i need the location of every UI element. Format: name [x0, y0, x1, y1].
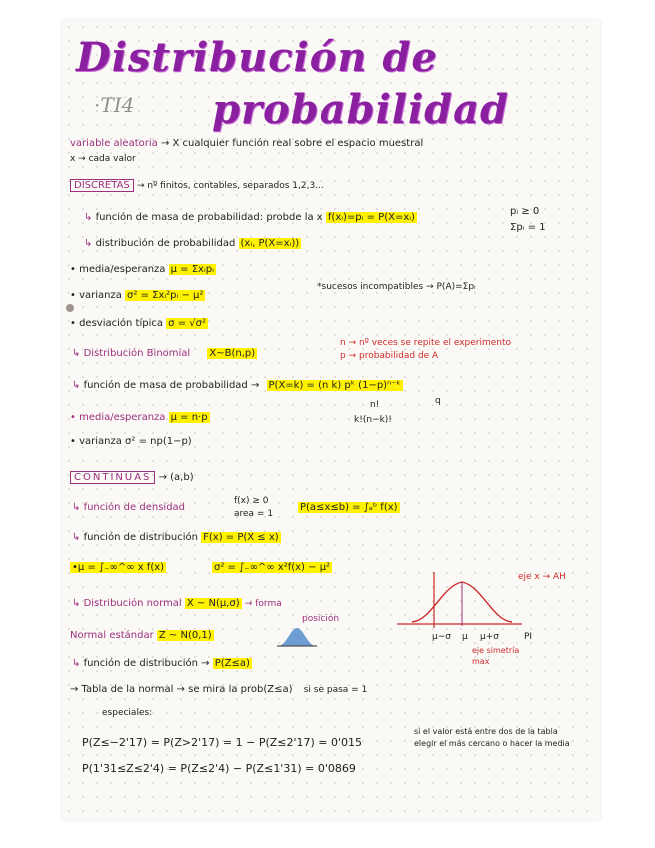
- varianza-line: [70, 290, 205, 301]
- continuous-variance-formula: σ² = ∫₋∞^∞ x²f(x) − μ²: [214, 562, 331, 573]
- axis-label-pi: PI: [524, 632, 533, 642]
- fdist-formula: P(Z≤a): [214, 658, 250, 669]
- discretas-heading-line: [70, 180, 324, 191]
- distrib-line: ↳ función de distribución F(x) = P(X ≤ x): [72, 532, 279, 543]
- media2-line: [70, 412, 210, 423]
- continuous-mean-formula: •μ = ∫₋∞^∞ x f(x): [72, 562, 165, 573]
- fdist-label: función de distribución →: [83, 658, 210, 669]
- punch-hole: [66, 304, 74, 312]
- normal-formula: X ~ N(μ,σ): [186, 598, 240, 609]
- fmp2-label: función de masa de probabilidad →: [83, 380, 260, 391]
- binomial-note-p: p → probabilidad de A: [340, 351, 439, 361]
- binomial-label: Distribución Binomial: [83, 348, 191, 359]
- varianza2-label: • varianza: [70, 436, 122, 447]
- forma-note: → forma: [244, 599, 282, 609]
- densidad-cond2: area = 1: [234, 509, 274, 519]
- example-equation-2: P(1'31≤Z≤2'4) = P(Z≤2'4) − P(Z≤1'31) = 0'0869: [82, 762, 356, 775]
- continuas-heading-line: [70, 472, 194, 483]
- densidad-formula: P(a≤x≤b) = ∫ₐᵇ f(x): [300, 502, 398, 513]
- dist-label: distribución de probabilidad: [95, 238, 236, 249]
- combination-denominator: k!(n−k)!: [354, 415, 392, 425]
- std-formula: Z ~ N(0,1): [158, 630, 212, 641]
- continuas-heading: CONTINUAS: [70, 471, 155, 484]
- fmp-cond1: pᵢ ≥ 0: [510, 206, 540, 217]
- binomial-line: ↳ Distribución Binomial X~B(n,p): [72, 348, 256, 359]
- media-line: [70, 264, 216, 275]
- normal-line: ↳ Distribución normal X ~ N(μ,σ) → forma: [72, 598, 282, 609]
- max-note: max: [472, 657, 490, 666]
- axis-label-mu-plus-sigma: μ+σ: [480, 632, 499, 642]
- densidad-label: función de densidad: [83, 502, 186, 513]
- page-title-line1: Distribución de: [76, 34, 438, 81]
- especiales-label: especiales:: [102, 708, 153, 718]
- std-label: Normal estándar: [70, 630, 154, 641]
- std-line: [70, 630, 214, 641]
- fmp2-formula: P(X=k) = (n k) pᵏ (1−p)ⁿ⁻ᵏ: [268, 380, 401, 391]
- fmp-line: ↳ función de masa de probabilidad: probde la x f(xᵢ)=pᵢ = P(X=xᵢ): [84, 212, 415, 223]
- x-definition: x → cada valor: [70, 154, 136, 164]
- combination-numerator: n!: [370, 400, 380, 410]
- continuas-note: → (a,b): [158, 472, 194, 483]
- desv-formula: σ = √σ²: [168, 318, 206, 329]
- axis-label-mu-minus-sigma: μ−σ: [432, 632, 451, 642]
- eje-simetria-note: eje simetría: [472, 646, 520, 655]
- dist-formula: (xᵢ, P(X=xᵢ)): [240, 238, 300, 249]
- topic-tag: ·TI4: [94, 93, 135, 117]
- media-label: • media/esperanza: [70, 264, 166, 275]
- varianza2-formula: σ² = np(1−p): [125, 436, 192, 447]
- distrib-label: función de distribución: [83, 532, 198, 543]
- binomial-note-n: n → nº veces se repite el experimento: [340, 338, 512, 348]
- eje-note: eje x → AH: [518, 572, 566, 582]
- fmp-cond2: Σpᵢ = 1: [510, 222, 546, 233]
- normal-label: Distribución normal: [83, 598, 182, 609]
- variable-def: → X cualquier función real sobre el espacio muestral: [160, 138, 424, 149]
- densidad-line: ↳ función de densidad: [72, 502, 186, 513]
- desv-label: • desviación típica: [70, 318, 163, 329]
- fdist-line: ↳ función de distribución → P(Z≤a): [72, 658, 250, 669]
- varianza-label: • varianza: [70, 290, 122, 301]
- tabla-line: [70, 684, 367, 695]
- intro-line: [70, 138, 423, 149]
- media2-label: • media/esperanza: [70, 412, 166, 423]
- posicion-note: posición: [302, 614, 340, 624]
- axis-label-mu: μ: [462, 632, 468, 642]
- standard-normal-sketch: [277, 624, 317, 650]
- shaded-area: [279, 628, 315, 646]
- fmp2-line: ↳ función de masa de probabilidad → P(X=k) = (n k) pᵏ (1−p)ⁿ⁻ᵏ: [72, 380, 401, 391]
- varianza2-line: [70, 436, 192, 447]
- side-note: si el valor está entre dos de la tabla elegir el más cercano o hacer la media: [414, 727, 570, 748]
- densidad-cond1: f(x) ≥ 0: [234, 496, 269, 506]
- media-formula: μ = Σxᵢpᵢ: [170, 264, 214, 275]
- fmp2-q: q: [435, 396, 441, 406]
- media2-formula: μ = n·p: [170, 412, 208, 423]
- fmp-formula: f(xᵢ)=pᵢ = P(X=xᵢ): [327, 212, 415, 223]
- discretas-note: → nº finitos, contables, separados 1,2,3...: [136, 181, 324, 191]
- notebook-page: [62, 20, 600, 820]
- sucesos-note: *sucesos incompatibles → P(A)=Σpᵢ: [317, 282, 476, 292]
- tabla-si: si se pasa = 1: [303, 685, 368, 695]
- example-equation-1: P(Z≤−2'17) = P(Z>2'17) = 1 − P(Z≤2'17) = 0'015: [82, 736, 363, 749]
- desv-line: [70, 318, 208, 329]
- distrib-formula: F(x) = P(X ≤ x): [203, 532, 279, 543]
- variable-label: variable aleatoria: [70, 138, 158, 149]
- tabla-text: → Tabla de la normal → se mira la prob(Z≤a): [70, 684, 293, 695]
- discretas-heading: DISCRETAS: [70, 179, 134, 192]
- page-title-line2: probabilidad: [212, 86, 510, 133]
- binomial-formula: X~B(n,p): [209, 348, 256, 359]
- fmp-label: función de masa de probabilidad: probde la x: [95, 212, 323, 223]
- varianza-formula: σ² = Σxᵢ²pᵢ − μ²: [127, 290, 204, 301]
- dist-line: ↳ distribución de probabilidad (xᵢ, P(X=xᵢ)): [84, 238, 300, 249]
